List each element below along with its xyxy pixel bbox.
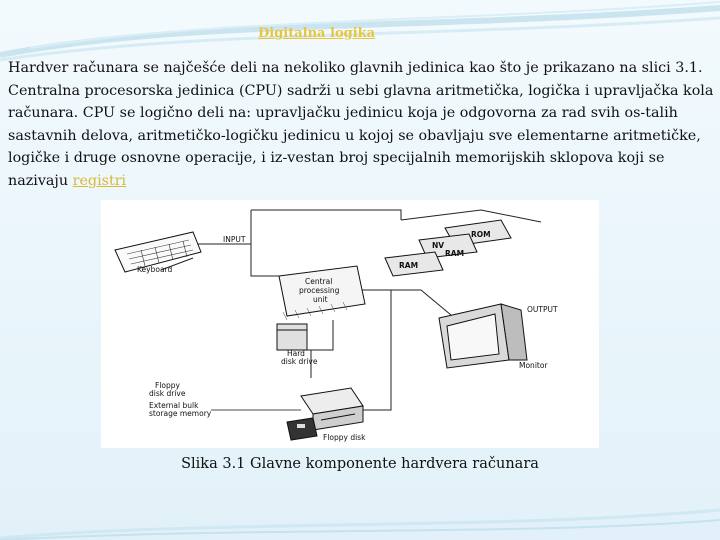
registri-link[interactable]: registri: [72, 172, 127, 189]
monitor-label: Monitor: [519, 361, 548, 370]
monitor-illustration: [439, 304, 527, 368]
hardware-diagram: [101, 200, 599, 448]
ram-chip: [385, 252, 443, 276]
nv-label: NV: [432, 241, 445, 250]
page-title: Digitalna logika: [258, 26, 376, 41]
paragraph-text: Hardver računara se najčešće deli na nekoliko glavnih jedinica kao što je prikazano na slici 3.1. Centralna procesorska jedinica (CPU) sadrži u sebi glavna aritmetička, logička i upravljačka kola računara. CPU se logično deli na: upravljačku jedinicu koja je odgovorna za rad svih os-talih sastavnih delova, aritmetičko-logičku jedinicu u kojoj se obavljaju sve elementarne aritmetičke, logičke i druge osnovne operacije, i iz-vestan broj specijalnih memorijskih sklopova koji se nazivaju: [8, 60, 714, 189]
nvram-ram-label: RAM: [445, 249, 465, 258]
floppy-drive-label-line1: Floppy: [155, 381, 180, 390]
footer-swoosh-decoration: [0, 480, 720, 540]
output-label: OUTPUT: [527, 305, 558, 314]
figure-caption: Slika 3.1 Glavne komponente hardvera računara: [181, 456, 539, 472]
cpu-label-line1: Central: [305, 277, 333, 286]
input-label: INPUT: [223, 235, 246, 244]
floppy-disk-label: Floppy disk: [323, 433, 366, 442]
hardware-diagram-drawing: [101, 200, 599, 448]
keyboard-label: Keyboard: [137, 265, 173, 274]
rom-label: ROM: [471, 230, 491, 239]
cpu-label-line3: unit: [313, 295, 328, 304]
ram-label: RAM: [399, 261, 419, 270]
external-storage-label-line2: storage memory: [149, 409, 212, 418]
body-paragraph: [8, 57, 714, 192]
hard-disk-label-line2: disk drive: [281, 357, 318, 366]
external-storage-label-line1: External bulk: [149, 401, 199, 410]
hard-disk-illustration: [277, 324, 307, 350]
floppy-disk-illustration: [287, 418, 317, 440]
cpu-label-line2: processing: [299, 286, 340, 295]
floppy-drive-label-line2: disk drive: [149, 389, 186, 398]
hard-disk-label-line1: Hard: [287, 349, 305, 358]
cpu-block: [279, 266, 365, 320]
